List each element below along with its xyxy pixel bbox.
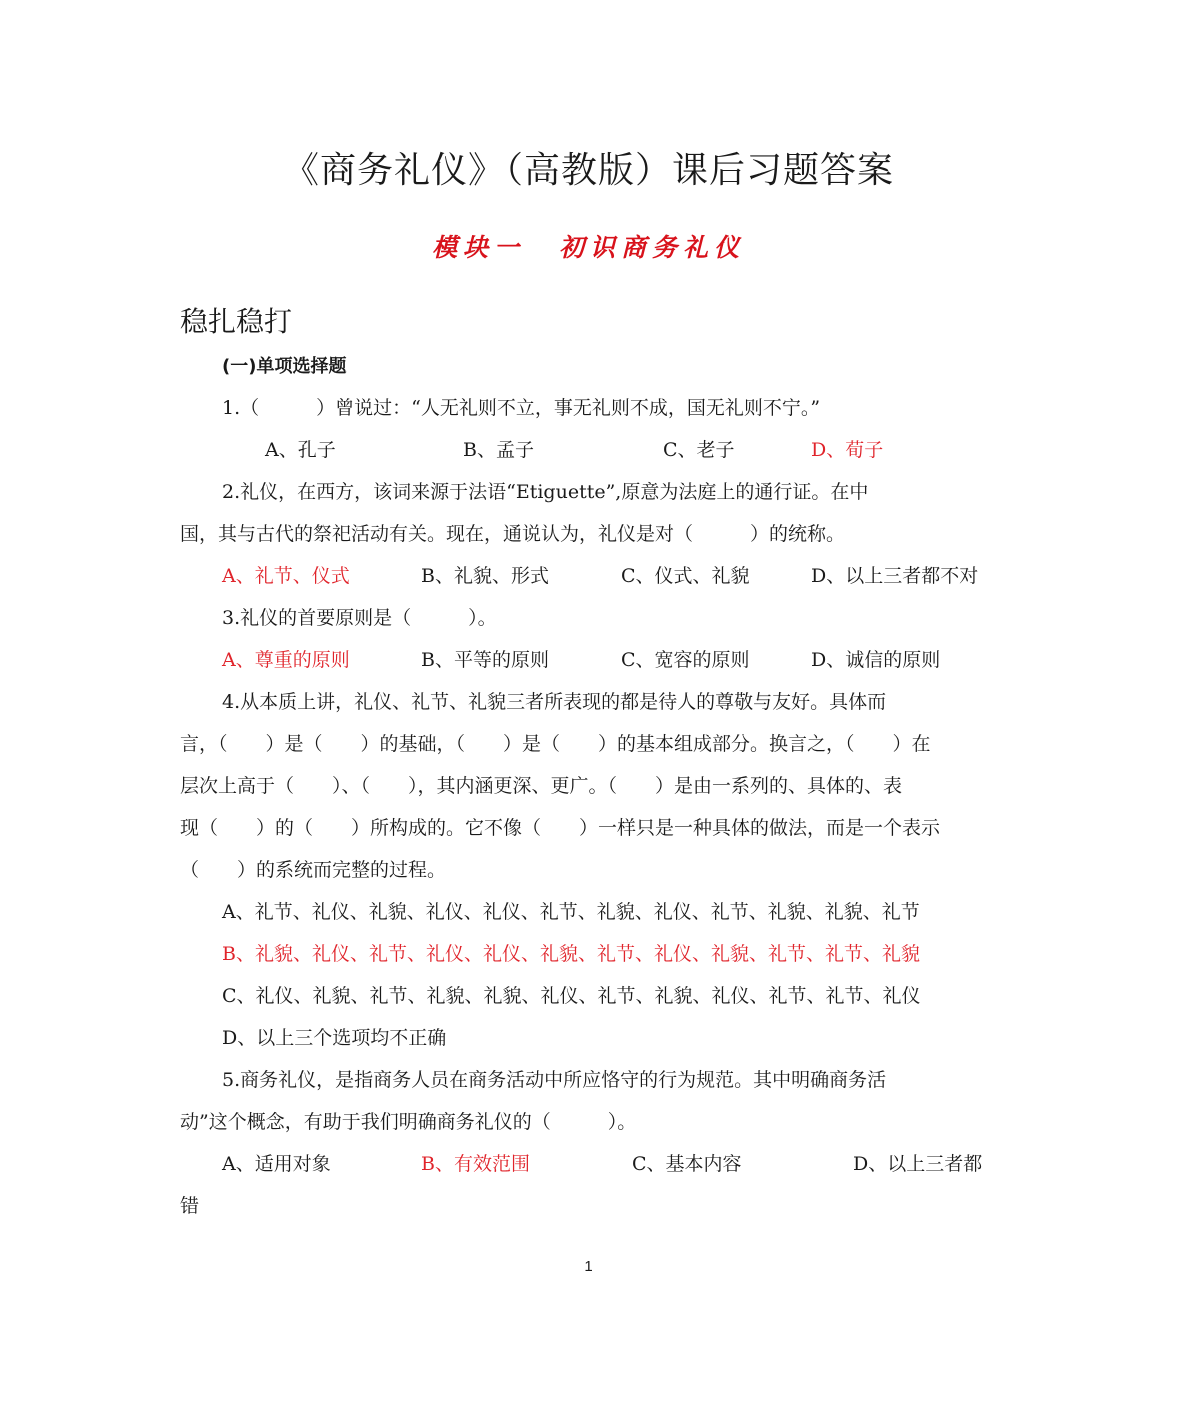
page-number: 1 — [584, 1258, 593, 1275]
document-title: 《商务礼仪》（高教版）课后习题答案 — [282, 150, 894, 191]
question-4-line-4: 现（ ）的（ ）所构成的。它不像（ ）一样只是一种具体的做法，而是一个表示 — [180, 817, 941, 839]
q5-option-d: D、以上三者都 — [853, 1153, 983, 1175]
q4-option-d: D、以上三个选项均不正确 — [222, 1027, 447, 1049]
q1-option-c: C、老子 — [663, 439, 735, 461]
q5-option-b-answer: B、有效范围 — [421, 1153, 530, 1175]
question-1: 1.（ ）曾说过：“人无礼则不立，事无礼则不成，国无礼则不宁。” — [222, 397, 821, 419]
q3-option-d: D、诚信的原则 — [811, 649, 941, 671]
q3-option-b: B、平等的原则 — [421, 649, 549, 671]
module-number: 模块一 — [431, 233, 525, 262]
question-2-line-1: 2.礼仪，在西方，该词来源于法语“Etiguette”,原意为法庭上的通行证。在中 — [222, 481, 869, 503]
question-5-line-1: 5.商务礼仪，是指商务人员在商务活动中所应恪守的行为规范。其中明确商务活 — [222, 1069, 887, 1091]
question-4-line-2: 言，（ ）是（ ）的基础，（ ）是（ ）的基本组成部分。换言之，（ ）在 — [180, 733, 931, 755]
question-2-line-2: 国，其与古代的祭祀活动有关。现在，通说认为，礼仪是对（ ）的统称。 — [180, 523, 846, 545]
module-name: 初识商务礼仪 — [559, 233, 746, 262]
q2-option-d: D、以上三者都不对 — [811, 565, 979, 587]
q1-option-d-answer: D、荀子 — [811, 439, 884, 461]
q2-option-b: B、礼貌、形式 — [421, 565, 549, 587]
q5-option-a: A、适用对象 — [222, 1153, 331, 1175]
module-heading — [0, 228, 1177, 264]
q1-option-b: B、孟子 — [463, 439, 534, 461]
q3-option-c: C、宽容的原则 — [621, 649, 750, 671]
q2-option-a-answer: A、礼节、仪式 — [222, 565, 350, 587]
q4-option-b-answer: B、礼貌、礼仪、礼节、礼仪、礼仪、礼貌、礼节、礼仪、礼貌、礼节、礼节、礼貌 — [222, 943, 920, 965]
q5-option-d-wrap: 错 — [180, 1195, 200, 1217]
q4-option-c: C、礼仪、礼貌、礼节、礼貌、礼貌、礼仪、礼节、礼貌、礼仪、礼节、礼节、礼仪 — [222, 985, 921, 1007]
subsection-heading: (一)单项选择题 — [222, 356, 347, 377]
q3-option-a-answer: A、尊重的原则 — [222, 649, 350, 671]
question-3: 3.礼仪的首要原则是（ ）。 — [222, 607, 497, 629]
q1-option-a: A、孔子 — [265, 439, 336, 461]
q4-option-a: A、礼节、礼仪、礼貌、礼仪、礼仪、礼节、礼貌、礼仪、礼节、礼貌、礼貌、礼节 — [222, 901, 920, 923]
q5-option-c: C、基本内容 — [632, 1153, 742, 1175]
question-4-line-3: 层次上高于（ ）、（ ），其内涵更深、更广。（ ）是由一系列的、具体的、表 — [180, 775, 903, 797]
question-4-line-1: 4.从本质上讲，礼仪、礼节、礼貌三者所表现的都是待人的尊敬与友好。具体而 — [222, 691, 887, 713]
question-4-line-5: （ ）的系统而完整的过程。 — [180, 859, 447, 881]
section-heading: 稳扎稳打 — [180, 305, 293, 338]
question-5-line-2: 动”这个概念，有助于我们明确商务礼仪的（ ）。 — [180, 1111, 637, 1133]
q2-option-c: C、仪式、礼貌 — [621, 565, 750, 587]
